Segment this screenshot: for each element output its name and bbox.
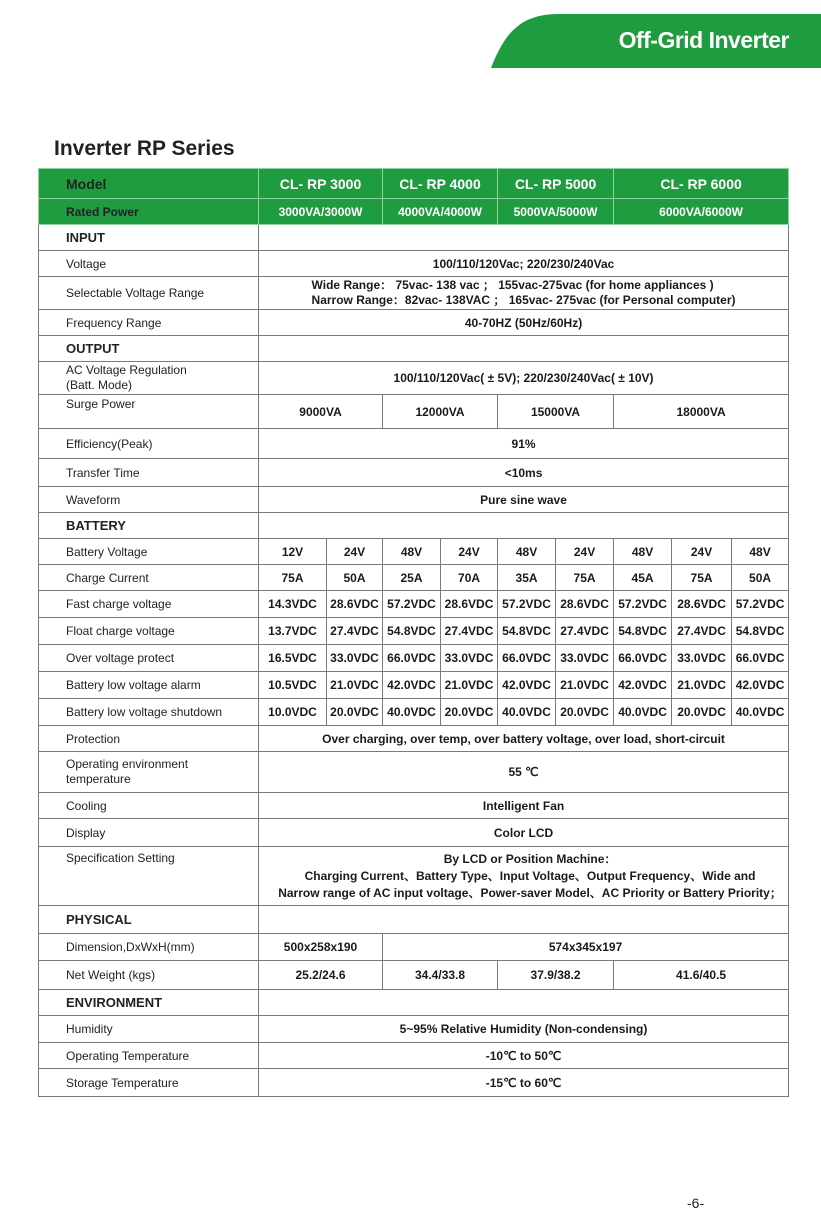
- model-rp3000: CL- RP 3000: [259, 169, 383, 199]
- row-label: Float charge voltage: [39, 618, 259, 645]
- display-value: Color LCD: [259, 819, 789, 847]
- row-label: [39, 752, 259, 793]
- page-title: Inverter RP Series: [54, 137, 235, 160]
- row-label: Efficiency(Peak): [39, 429, 259, 459]
- low-voltage-shutdown-row: [39, 699, 789, 726]
- over-voltage-cell: 33.0VDC: [327, 645, 383, 672]
- row-label: Voltage: [39, 251, 259, 277]
- banner-title: Off-Grid Inverter: [618, 27, 789, 53]
- charge-current-cell: 75A: [556, 565, 614, 591]
- cooling-row: [39, 793, 789, 819]
- surge-cell: 12000VA: [383, 395, 498, 429]
- low-alarm-cell: 21.0VDC: [672, 672, 732, 699]
- battery-section-label: BATTERY: [39, 513, 259, 539]
- float-charge-cell: 27.4VDC: [327, 618, 383, 645]
- surge-cell: 9000VA: [259, 395, 383, 429]
- battery-voltage-cell: 24V: [556, 539, 614, 565]
- narrow-range-text: Narrow Range：82vac- 138VAC ； 165vac- 275vac (for Personal computer): [311, 293, 736, 307]
- page-number: -6-: [687, 1195, 705, 1211]
- protection-value: Over charging, over temp, over battery voltage, over load, short-circuit: [259, 726, 789, 752]
- float-charge-cell: 27.4VDC: [441, 618, 498, 645]
- display-row: [39, 819, 789, 847]
- rated-power-row: [39, 199, 789, 225]
- battery-voltage-cell: 48V: [383, 539, 441, 565]
- float-charge-row: [39, 618, 789, 645]
- weight-cell: 25.2/24.6: [259, 961, 383, 990]
- spec-line: By LCD or Position Machine：: [443, 851, 617, 866]
- row-label: Specification Setting: [39, 847, 259, 906]
- charge-current-cell: 50A: [732, 565, 789, 591]
- low-alarm-cell: 10.5VDC: [259, 672, 327, 699]
- battery-section-row: [39, 513, 789, 539]
- row-label: Humidity: [39, 1016, 259, 1043]
- battery-voltage-cell: 24V: [327, 539, 383, 565]
- environment-section-label: ENVIRONMENT: [39, 990, 259, 1016]
- fast-charge-cell: 57.2VDC: [498, 591, 556, 618]
- low-shutdown-cell: 20.0VDC: [441, 699, 498, 726]
- low-alarm-cell: 42.0VDC: [498, 672, 556, 699]
- humidity-value: 5~95% Relative Humidity (Non-condensing): [259, 1016, 789, 1043]
- over-voltage-cell: 66.0VDC: [732, 645, 789, 672]
- low-voltage-alarm-row: [39, 672, 789, 699]
- charge-current-cell: 50A: [327, 565, 383, 591]
- waveform-row: [39, 487, 789, 513]
- input-section-label: INPUT: [39, 225, 259, 251]
- fast-charge-cell: 28.6VDC: [327, 591, 383, 618]
- ac-regulation-row: [39, 362, 789, 395]
- charge-current-cell: 70A: [441, 565, 498, 591]
- float-charge-cell: 54.8VDC: [732, 618, 789, 645]
- row-label: [39, 362, 259, 395]
- row-label: Battery Voltage: [39, 539, 259, 565]
- low-shutdown-cell: 40.0VDC: [383, 699, 441, 726]
- battery-voltage-cell: 24V: [441, 539, 498, 565]
- fast-charge-cell: 57.2VDC: [732, 591, 789, 618]
- charge-current-cell: 25A: [383, 565, 441, 591]
- row-label: Transfer Time: [39, 459, 259, 487]
- over-voltage-row: [39, 645, 789, 672]
- row-label: Storage Temperature: [39, 1069, 259, 1097]
- row-label-line: temperature: [66, 772, 131, 786]
- battery-voltage-cell: 48V: [498, 539, 556, 565]
- battery-voltage-cell: 48V: [614, 539, 672, 565]
- low-alarm-cell: 21.0VDC: [441, 672, 498, 699]
- low-shutdown-cell: 40.0VDC: [614, 699, 672, 726]
- output-section-row: [39, 336, 789, 362]
- output-section-label: OUTPUT: [39, 336, 259, 362]
- low-shutdown-cell: 40.0VDC: [498, 699, 556, 726]
- spec-line: Charging Current、Battery Type、Input Voltage、Output Frequency、Wide and: [304, 868, 756, 883]
- row-label-line: AC Voltage Regulation: [66, 363, 187, 377]
- float-charge-cell: 54.8VDC: [614, 618, 672, 645]
- header-banner: [491, 14, 821, 68]
- row-label: Net Weight (kgs): [39, 961, 259, 990]
- row-label: Charge Current: [39, 565, 259, 591]
- row-label: Surge Power: [39, 395, 259, 429]
- model-label: Model: [39, 169, 259, 199]
- frequency-value: 40-70HZ (50Hz/60Hz): [259, 310, 789, 336]
- efficiency-row: [39, 429, 789, 459]
- row-label: Frequency Range: [39, 310, 259, 336]
- rated-power-cell: 5000VA/5000W: [498, 199, 614, 225]
- low-shutdown-cell: 20.0VDC: [327, 699, 383, 726]
- transfer-row: [39, 459, 789, 487]
- low-alarm-cell: 21.0VDC: [556, 672, 614, 699]
- weight-cell: 37.9/38.2: [498, 961, 614, 990]
- row-label-line: Operating environment: [66, 757, 189, 771]
- float-charge-cell: 13.7VDC: [259, 618, 327, 645]
- model-rp4000: CL- RP 4000: [383, 169, 498, 199]
- input-section-row: [39, 225, 789, 251]
- over-voltage-cell: 33.0VDC: [556, 645, 614, 672]
- row-label: Over voltage protect: [39, 645, 259, 672]
- protection-row: [39, 726, 789, 752]
- rated-power-cell: 3000VA/3000W: [259, 199, 383, 225]
- low-alarm-cell: 21.0VDC: [327, 672, 383, 699]
- charge-current-row: [39, 565, 789, 591]
- float-charge-cell: 54.8VDC: [498, 618, 556, 645]
- float-charge-cell: 54.8VDC: [383, 618, 441, 645]
- storage-temp-row: [39, 1069, 789, 1097]
- fast-charge-cell: 14.3VDC: [259, 591, 327, 618]
- dimension-row: [39, 934, 789, 961]
- row-label: Display: [39, 819, 259, 847]
- environment-section-row: [39, 990, 789, 1016]
- dimension-cell: 500x258x190: [259, 934, 383, 961]
- charge-current-cell: 75A: [259, 565, 327, 591]
- fast-charge-cell: 28.6VDC: [441, 591, 498, 618]
- over-voltage-cell: 16.5VDC: [259, 645, 327, 672]
- charge-current-cell: 45A: [614, 565, 672, 591]
- surge-power-row: [39, 395, 789, 429]
- input-voltage-value: 100/110/120Vac; 220/230/240Vac: [259, 251, 789, 277]
- rated-power-cell: 4000VA/4000W: [383, 199, 498, 225]
- row-label: Operating Temperature: [39, 1043, 259, 1069]
- row-label: Waveform: [39, 487, 259, 513]
- wide-range-text: Wide Range： 75vac- 138 vac ； 155vac-275vac (for home appliances ): [311, 278, 714, 292]
- over-voltage-cell: 33.0VDC: [672, 645, 732, 672]
- row-label: Battery low voltage alarm: [39, 672, 259, 699]
- fast-charge-cell: 57.2VDC: [614, 591, 672, 618]
- rated-power-cell: 6000VA/6000W: [614, 199, 789, 225]
- input-voltage-row: [39, 251, 789, 277]
- over-voltage-cell: 66.0VDC: [383, 645, 441, 672]
- transfer-value: <10ms: [259, 459, 789, 487]
- weight-cell: 41.6/40.5: [614, 961, 789, 990]
- env-temp-row: [39, 752, 789, 793]
- low-alarm-cell: 42.0VDC: [732, 672, 789, 699]
- selectable-voltage-value: [259, 277, 789, 310]
- low-shutdown-cell: 40.0VDC: [732, 699, 789, 726]
- spec-setting-row: [39, 847, 789, 906]
- efficiency-value: 91%: [259, 429, 789, 459]
- float-charge-cell: 27.4VDC: [672, 618, 732, 645]
- over-voltage-cell: 66.0VDC: [614, 645, 672, 672]
- float-charge-cell: 27.4VDC: [556, 618, 614, 645]
- over-voltage-cell: 33.0VDC: [441, 645, 498, 672]
- fast-charge-cell: 28.6VDC: [556, 591, 614, 618]
- low-alarm-cell: 42.0VDC: [383, 672, 441, 699]
- battery-voltage-cell: 48V: [732, 539, 789, 565]
- cooling-value: Intelligent Fan: [259, 793, 789, 819]
- humidity-row: [39, 1016, 789, 1043]
- spec-setting-value: [259, 847, 789, 906]
- fast-charge-row: [39, 591, 789, 618]
- low-shutdown-cell: 20.0VDC: [672, 699, 732, 726]
- selectable-voltage-row: [39, 277, 789, 310]
- ac-regulation-value: 100/110/120Vac( ± 5V); 220/230/240Vac( ± 10V): [259, 362, 789, 395]
- row-label: Selectable Voltage Range: [39, 277, 259, 310]
- env-temp-value: 55 ℃: [259, 752, 789, 793]
- model-row: [39, 169, 789, 199]
- storage-temp-value: -15℃ to 60℃: [259, 1069, 789, 1097]
- fast-charge-cell: 57.2VDC: [383, 591, 441, 618]
- weight-cell: 34.4/33.8: [383, 961, 498, 990]
- row-label: Dimension,DxWxH(mm): [39, 934, 259, 961]
- charge-current-cell: 75A: [672, 565, 732, 591]
- battery-voltage-cell: 24V: [672, 539, 732, 565]
- surge-cell: 15000VA: [498, 395, 614, 429]
- charge-current-cell: 35A: [498, 565, 556, 591]
- surge-cell: 18000VA: [614, 395, 789, 429]
- row-label-line: (Batt. Mode): [66, 378, 133, 392]
- spec-table: [38, 168, 789, 1097]
- fast-charge-cell: 28.6VDC: [672, 591, 732, 618]
- row-label: Fast charge voltage: [39, 591, 259, 618]
- dimension-cell: 574x345x197: [383, 934, 789, 961]
- op-temp-row: [39, 1043, 789, 1069]
- row-label: Battery low voltage shutdown: [39, 699, 259, 726]
- physical-section-row: [39, 906, 789, 934]
- op-temp-value: -10℃ to 50℃: [259, 1043, 789, 1069]
- rated-power-label: Rated Power: [39, 199, 259, 225]
- row-label: Cooling: [39, 793, 259, 819]
- low-shutdown-cell: 10.0VDC: [259, 699, 327, 726]
- model-rp5000: CL- RP 5000: [498, 169, 614, 199]
- row-label: Protection: [39, 726, 259, 752]
- over-voltage-cell: 66.0VDC: [498, 645, 556, 672]
- physical-section-label: PHYSICAL: [39, 906, 259, 934]
- frequency-row: [39, 310, 789, 336]
- net-weight-row: [39, 961, 789, 990]
- low-shutdown-cell: 20.0VDC: [556, 699, 614, 726]
- battery-voltage-cell: 12V: [259, 539, 327, 565]
- battery-voltage-row: [39, 539, 789, 565]
- spec-line: Narrow range of AC input voltage、Power-saver Model、AC Priority or Battery Priority；: [278, 885, 782, 900]
- waveform-value: Pure sine wave: [259, 487, 789, 513]
- low-alarm-cell: 42.0VDC: [614, 672, 672, 699]
- model-rp6000: CL- RP 6000: [614, 169, 789, 199]
